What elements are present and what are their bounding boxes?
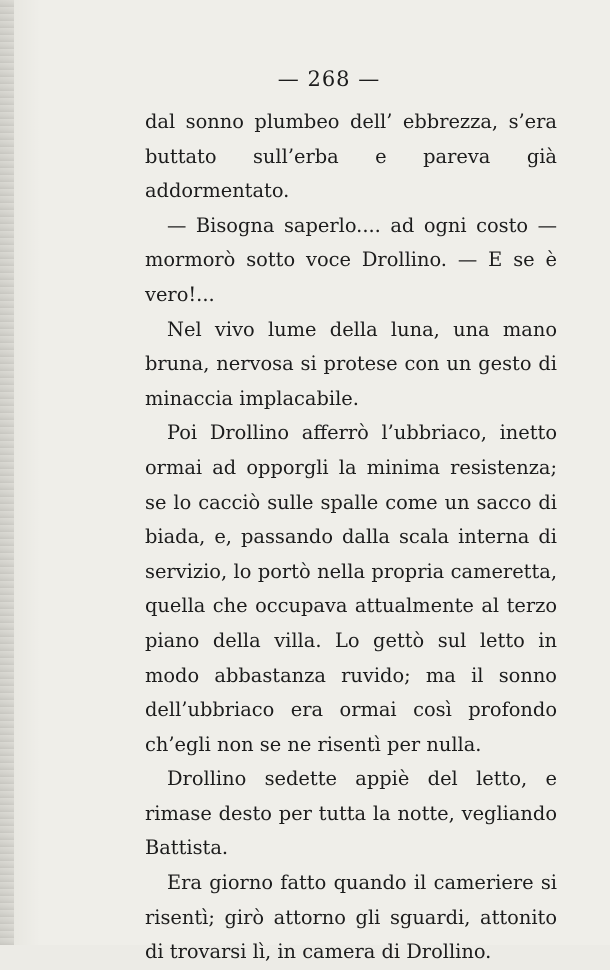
body-text — [145, 105, 557, 970]
paragraph-moonlight: Nel vivo lume della luna, una mano bruna, nervosa si protese con un gesto di minaccia implacabile. — [145, 317, 557, 410]
paragraph-dialogue: — Bisogna saperlo.... ad ogni costo — mormorò sotto voce Drollino. — E se è vero!... — [145, 213, 557, 306]
paragraph-continuation: dal sonno plumbeo dell’ ebbrezza, s’era buttato sull’erba e pareva già addormentato. — [145, 110, 557, 203]
paragraph-morning: Era giorno fatto quando il cameriere si risentì; girò attorno gli sguardi, attonito di trovarsi lì, in camera di Drollino. — [145, 871, 557, 964]
paragraph-vigil: Drollino sedette appiè del letto, e rimase desto per tutta la notte, vegliando Battista. — [145, 767, 557, 860]
page-number: — 268 — — [277, 67, 381, 91]
book-spine-shadow — [0, 0, 14, 945]
paragraph-carry: Poi Drollino afferrò l’ubbriaco, inetto ormai ad opporgli la minima resistenza; se lo cacciò sulle spalle come un sacco di biada, e, passando dalla scala interna di servizio, lo portò nella propria cameretta, quella che occupava attualmente al terzo piano della villa. Lo gettò sul letto in modo abbastanza ruvido; ma il sonno dell’ubbriaco era ormai così profondo ch’egli non se ne risentì per nulla. — [145, 421, 557, 756]
